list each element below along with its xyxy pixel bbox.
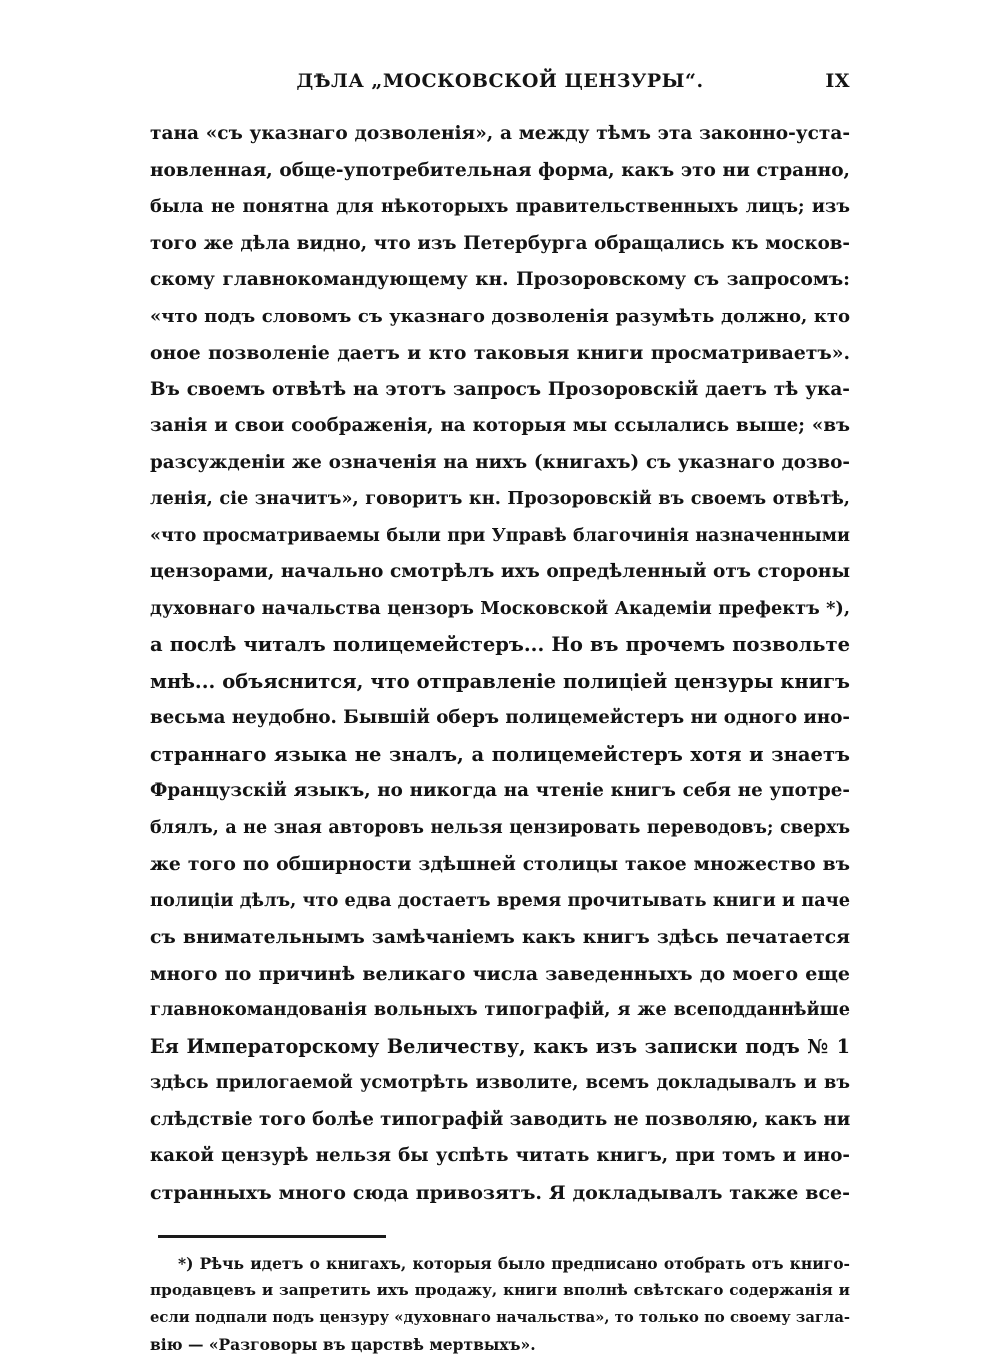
body-line: была не понятна для нѣкоторыхъ правительственныхъ лицъ; изъ <box>150 196 850 217</box>
body-line: какой цензурѣ нельзя бы успѣть читать книгъ, при томъ и ино- <box>150 1145 850 1166</box>
body-line: «что подъ словомъ съ указнаго дозволенія разумѣть должно, кто <box>150 305 850 327</box>
body-line: здѣсь прилогаемой усмотрѣть изволите, всемъ докладывалъ и въ <box>150 1072 850 1093</box>
footnote-line: *) Рѣчь идетъ о книгахъ, которыя было предписано отобрать отъ книго- <box>178 1254 850 1273</box>
body-line: ленія, сіе значитъ», говоритъ кн. Прозоровскій въ своемъ отвѣтѣ, <box>150 488 850 509</box>
body-line: тана «съ указнаго дозволенія», а между тѣмъ эта законно-уста- <box>150 123 850 144</box>
body-line: Въ своемъ отвѣтѣ на этотъ запросъ Прозоровскій даетъ тѣ ука- <box>150 378 850 400</box>
body-line: того же дѣла видно, что изъ Петербурга обращались къ москов- <box>150 232 850 254</box>
body-line: Ея Императорскому Величеству, какъ изъ записки подъ № 1 <box>150 1034 850 1058</box>
body-line: разсужденіи же означенія на нихъ (книгахъ) съ указнаго дозво- <box>150 451 850 473</box>
body-line: Французскій языкъ, но никогда на чтеніе книгъ себя не употре- <box>150 780 850 801</box>
body-line: слѣдствіе того болѣе типографій заводить не позволяю, какъ ни <box>150 1108 851 1130</box>
body-text <box>150 116 850 1211</box>
body-line: оное позволеніе даетъ и кто таковыя книги просматриваетъ». <box>150 342 850 364</box>
book-page <box>150 58 850 1358</box>
page-number: IX <box>825 70 850 92</box>
body-line: полиціи дѣлъ, что едва достаетъ время прочитывать книги и паче <box>150 889 851 911</box>
body-line: а послѣ читалъ полицемейстеръ... Но въ прочемъ позвольте <box>150 633 850 656</box>
body-line: духовнаго начальства цензоръ Московской Академіи префектъ *), <box>150 597 850 619</box>
footnote <box>150 1250 850 1358</box>
body-line: «что просматриваемы были при Управѣ благочинія назначенными <box>150 525 850 546</box>
body-line: новленная, обще-употребительная форма, какъ это ни странно, <box>150 159 850 181</box>
footnote-line: вію — «Разговоры въ царствѣ мертвыхъ». <box>150 1335 536 1354</box>
footnote-line: продавцевъ и запретить ихъ продажу, книги вполнѣ свѣтскаго содержанія и <box>150 1281 850 1299</box>
running-title: ДѢЛА „МОСКОВСКОЙ ЦЕНЗУРЫ“. <box>296 70 704 92</box>
body-line: скому главнокомандующему кн. Прозоровскому съ запросомъ: <box>150 269 850 290</box>
footnote-divider <box>158 1235 386 1238</box>
body-line: съ внимательнымъ замѣчаніемъ какъ книгъ здѣсь печатается <box>150 926 850 948</box>
body-line: странныхъ много сюда привозятъ. Я докладывалъ также все- <box>150 1181 850 1204</box>
body-line: блялъ, а не зная авторовъ нельзя цензировать переводовъ; сверхъ <box>150 817 850 838</box>
running-head <box>150 58 850 102</box>
body-line: цензорами, начально смотрѣлъ ихъ опредѣленный отъ стороны <box>150 561 850 582</box>
body-line: мнѣ... объяснится, что отправленіе полиціей цензуры книгъ <box>150 669 850 693</box>
body-line: занія и свои соображенія, на которыя мы ссылались выше; «въ <box>150 415 850 436</box>
body-line: страннаго языка не зналъ, а полицемейстеръ хотя и знаетъ <box>150 742 850 766</box>
body-line: главнокомандованія вольныхъ типографій, я же всеподданнѣйше <box>150 999 850 1020</box>
body-line: же того по обширности здѣшней столицы такое множество въ <box>150 853 850 875</box>
body-line: много по причинѣ великаго числа заведенныхъ до моего еще <box>150 962 850 985</box>
footnote-line: если подпали подъ цензуру «духовнаго начальства», то только по своему загла- <box>150 1309 850 1326</box>
body-line: весьма неудобно. Бывшій оберъ полицемейстеръ ни одного ино- <box>150 707 850 728</box>
